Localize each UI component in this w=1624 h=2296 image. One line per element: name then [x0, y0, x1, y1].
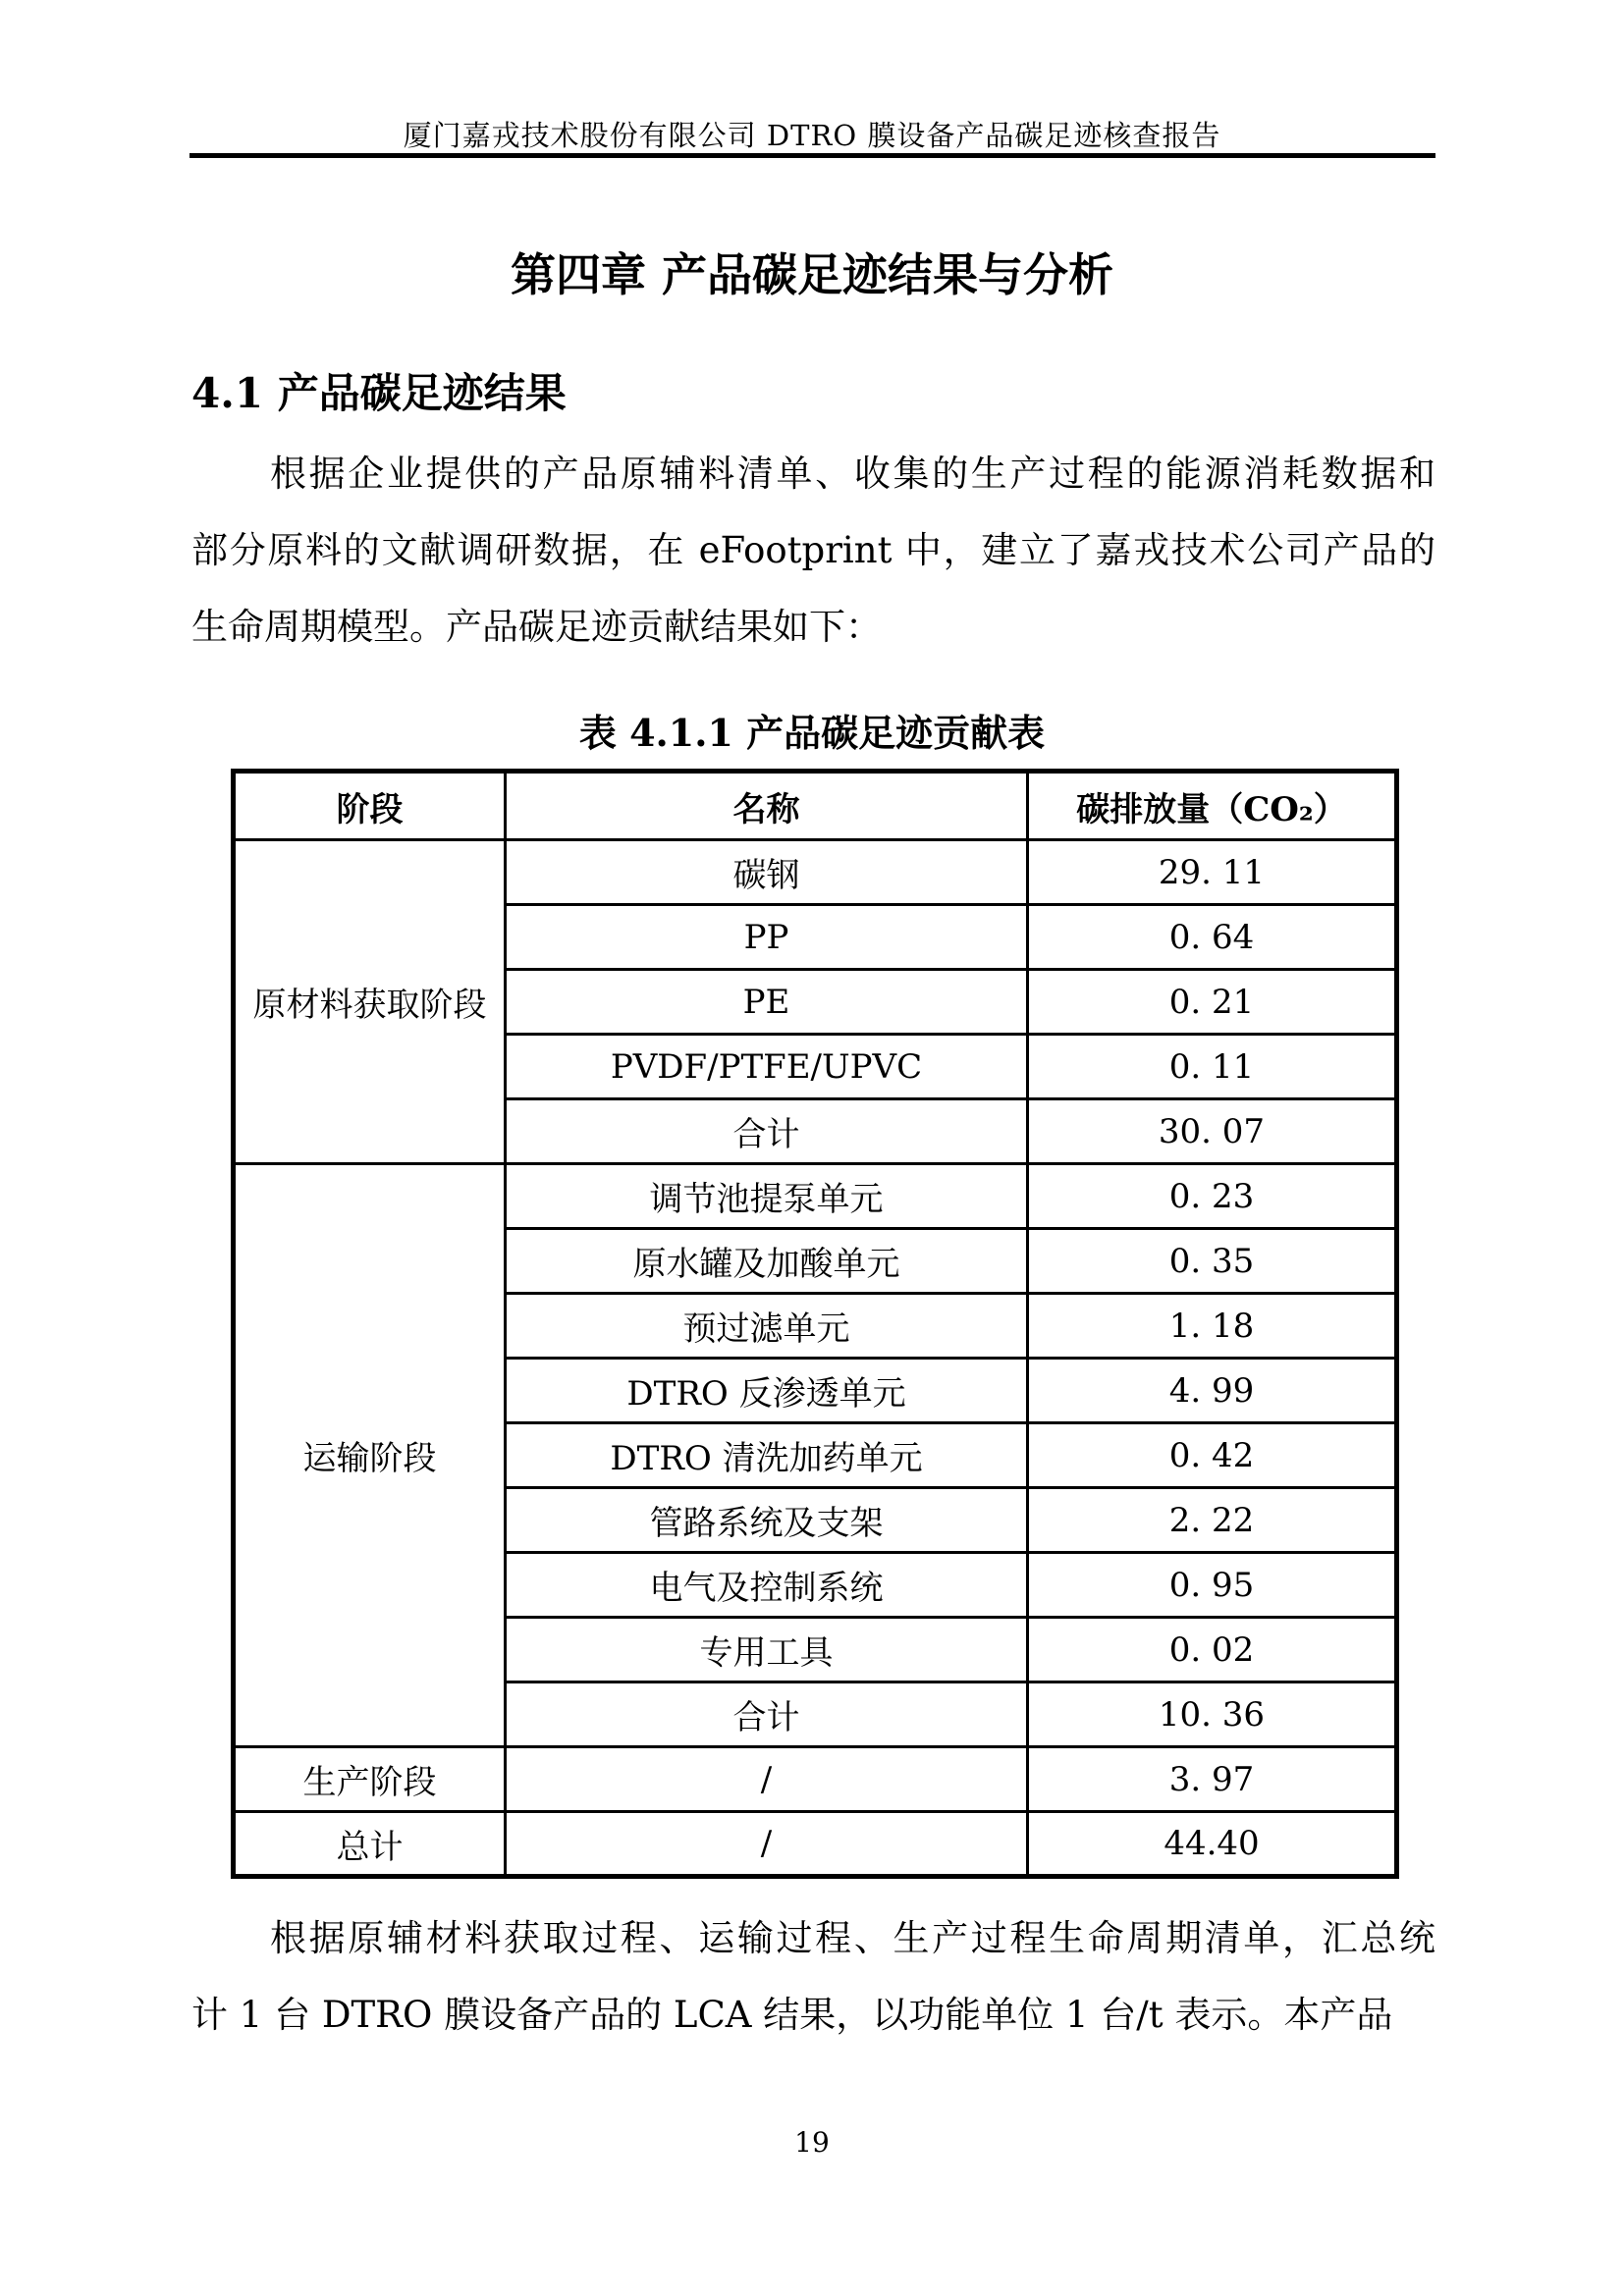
name-cell: 碳钢	[506, 840, 1028, 905]
paragraph-1-line-2: 部分原料的文献调研数据，在 eFootprint 中，建立了嘉戎技术公司产品的	[191, 529, 1435, 571]
name-cell: 合计	[506, 1099, 1028, 1164]
stage-cell-transport: 运输阶段	[234, 1164, 506, 1747]
value-cell: 30. 07	[1028, 1099, 1397, 1164]
value-cell: 0. 21	[1028, 970, 1397, 1035]
name-cell: 电气及控制系统	[506, 1553, 1028, 1618]
value-cell: 4. 99	[1028, 1359, 1397, 1423]
header-rule	[189, 153, 1435, 158]
table-row	[234, 1812, 1397, 1877]
name-cell: DTRO 清洗加药单元	[506, 1423, 1028, 1488]
section-heading: 4.1 产品碳足迹结果	[191, 369, 567, 417]
name-cell: 专用工具	[506, 1618, 1028, 1682]
table-row	[234, 1164, 1397, 1229]
name-cell: DTRO 反渗透单元	[506, 1359, 1028, 1423]
paragraph-1-line-1: 根据企业提供的产品原辅料清单、收集的生产过程的能源消耗数据和	[270, 453, 1435, 495]
value-cell: 0. 02	[1028, 1618, 1397, 1682]
name-cell: 合计	[506, 1682, 1028, 1747]
table-caption: 表 4.1.1 产品碳足迹贡献表	[578, 711, 1046, 755]
table-row	[234, 840, 1397, 905]
running-header: 厦门嘉戎技术股份有限公司 DTRO 膜设备产品碳足迹核查报告	[403, 119, 1221, 152]
table-row	[234, 1747, 1397, 1812]
paragraph-2-line-2: 计 1 台 DTRO 膜设备产品的 LCA 结果，以功能单位 1 台/t 表示。本产品	[191, 1994, 1393, 2036]
value-cell: 1. 18	[1028, 1294, 1397, 1359]
value-cell: 29. 11	[1028, 840, 1397, 905]
paragraph-2	[191, 1900, 1435, 2054]
column-header-stage: 阶段	[234, 772, 506, 840]
page-number: 19	[794, 2126, 830, 2159]
stage-cell-total: 总计	[234, 1812, 506, 1877]
value-cell: 0. 35	[1028, 1229, 1397, 1294]
paragraph-2-line-1: 根据原辅材料获取过程、运输过程、生产过程生命周期清单，汇总统	[270, 1917, 1435, 1959]
name-cell: 调节池提泵单元	[506, 1164, 1028, 1229]
carbon-footprint-table	[231, 769, 1399, 1879]
value-cell: 2. 22	[1028, 1488, 1397, 1553]
column-header-name: 名称	[506, 772, 1028, 840]
name-cell: 管路系统及支架	[506, 1488, 1028, 1553]
name-cell: PE	[506, 970, 1028, 1035]
table-header-row	[234, 772, 1397, 840]
stage-cell-raw-material: 原材料获取阶段	[234, 840, 506, 1164]
value-cell: 0. 64	[1028, 905, 1397, 970]
paragraph-1	[191, 436, 1435, 666]
name-cell: 原水罐及加酸单元	[506, 1229, 1028, 1294]
name-cell: 预过滤单元	[506, 1294, 1028, 1359]
value-cell: 0. 11	[1028, 1035, 1397, 1099]
value-cell: 44.40	[1028, 1812, 1397, 1877]
stage-cell-production: 生产阶段	[234, 1747, 506, 1812]
name-cell: /	[506, 1812, 1028, 1877]
name-cell: PP	[506, 905, 1028, 970]
name-cell: PVDF/PTFE/UPVC	[506, 1035, 1028, 1099]
chapter-title: 第四章 产品碳足迹结果与分析	[510, 248, 1113, 301]
value-cell: 0. 23	[1028, 1164, 1397, 1229]
value-cell: 10. 36	[1028, 1682, 1397, 1747]
value-cell: 0. 42	[1028, 1423, 1397, 1488]
name-cell: /	[506, 1747, 1028, 1812]
paragraph-1-line-3: 生命周期模型。产品碳足迹贡献结果如下：	[191, 606, 882, 648]
value-cell: 3. 97	[1028, 1747, 1397, 1812]
column-header-emission: 碳排放量（CO₂）	[1028, 772, 1397, 840]
value-cell: 0. 95	[1028, 1553, 1397, 1618]
